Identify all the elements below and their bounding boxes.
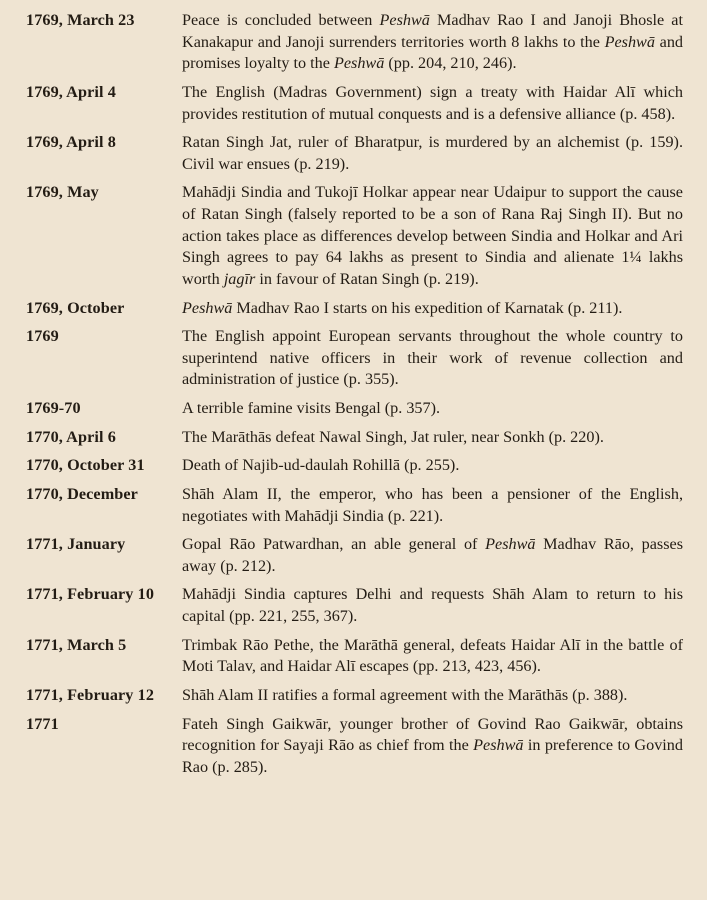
entry-text: The English appoint European servants throughout the whole country to superintend native officers in their work of revenue collection and administration of justice (p. 355). xyxy=(182,327,683,389)
entry-date: 1771, January xyxy=(26,535,126,554)
chronology-table-body xyxy=(0,6,707,778)
table-row xyxy=(0,477,707,527)
entry-date: 1771, March 5 xyxy=(26,635,127,654)
entry-text: A terrible famine visits Bengal (p. 357). xyxy=(182,399,441,417)
table-row xyxy=(0,577,707,627)
table-row xyxy=(0,420,707,449)
entry-text: Trimbak Rāo Pethe, the Marāthā general, defeats Haidar Alī in the battle of Moti Talav, and Haidar Alī escapes (pp. 213, 423, 456). xyxy=(182,635,683,676)
entry-text: Shāh Alam II ratifies a formal agreement with the Marāthās (p. 388). xyxy=(182,685,628,704)
entry-date: 1769, October xyxy=(26,298,125,317)
table-row xyxy=(0,448,707,477)
entry-text: The English (Madras Government) sign a treaty with Haidar Alī which provides restitution of mutual conquests and is a defensive alliance (p. 458). xyxy=(182,82,683,123)
entry-date: 1769, March 23 xyxy=(26,11,135,29)
entry-date: 1769, May xyxy=(26,183,99,202)
entry-text: Gopal Rāo Patwardhan, an able general of Peshwā Madhav Rāo, passes away (p. 212). xyxy=(182,535,684,575)
entry-text: Fateh Singh Gaikwār, younger brother of Govind Rao Gaikwār, obtains recognition for Sayaji Rāo as chief from the Peshwā in preference to Govind Rao (p. 285). xyxy=(182,714,683,776)
chronology-table xyxy=(0,6,707,778)
table-row xyxy=(0,75,707,125)
entry-date: 1770, October 31 xyxy=(26,456,145,475)
table-row xyxy=(0,527,707,577)
entry-date: 1769, April 4 xyxy=(26,82,116,101)
table-row xyxy=(0,291,707,320)
entry-date: 1769-70 xyxy=(26,399,81,417)
table-row xyxy=(0,319,707,391)
entry-date: 1771, February 10 xyxy=(26,585,155,604)
table-row xyxy=(0,628,707,678)
entry-text: Shāh Alam II, the emperor, who has been a pensioner of the English, negotiates with Mahādji Sindia (p. 221). xyxy=(182,484,683,525)
entry-text: Mahādji Sindia captures Delhi and requests Shāh Alam to return to his capital (pp. 221, 255, 367). xyxy=(182,585,683,625)
entry-text: Peace is concluded between Peshwā Madhav Rao I and Janoji Bhosle at Kanakapur and Janoji surrenders territories worth 8 lakhs to the Peshwā and promises loyalty to the Peshwā (pp. 204, 210, 246). xyxy=(182,11,684,73)
table-row xyxy=(0,391,707,420)
table-row xyxy=(0,678,707,707)
entry-date: 1770, December xyxy=(26,484,138,503)
entry-text: Ratan Singh Jat, ruler of Bharatpur, is murdered by an alchemist (p. 159). Civil war ensues (p. 219). xyxy=(182,133,683,173)
entry-date: 1769, April 8 xyxy=(26,133,116,152)
entry-date: 1770, April 6 xyxy=(26,427,116,446)
entry-date: 1771, February 12 xyxy=(26,685,155,704)
entry-date: 1771 xyxy=(26,714,59,733)
entry-text: Death of Najib-ud-daulah Rohillā (p. 255). xyxy=(182,456,460,475)
table-row xyxy=(0,125,707,175)
table-row xyxy=(0,6,707,75)
table-row xyxy=(0,175,707,290)
entry-text: Mahādji Sindia and Tukojī Holkar appear near Udaipur to support the cause of Ratan Singh (falsely reported to be a son of Rana Raj Singh II). But no action takes place as differences develop between Sindia and Holkar and Ari Singh agrees to pay 64 lakhs as present to Sindia and alienate 1¼ lakhs worth jagīr in favour of Ratan Singh (p. 219). xyxy=(182,183,683,288)
table-row xyxy=(0,707,707,779)
entry-text: Peshwā Madhav Rao I starts on his expedition of Karnatak (p. 211). xyxy=(182,298,623,317)
entry-text: The Marāthās defeat Nawal Singh, Jat ruler, near Sonkh (p. 220). xyxy=(182,427,604,446)
entry-date: 1769 xyxy=(26,327,59,346)
